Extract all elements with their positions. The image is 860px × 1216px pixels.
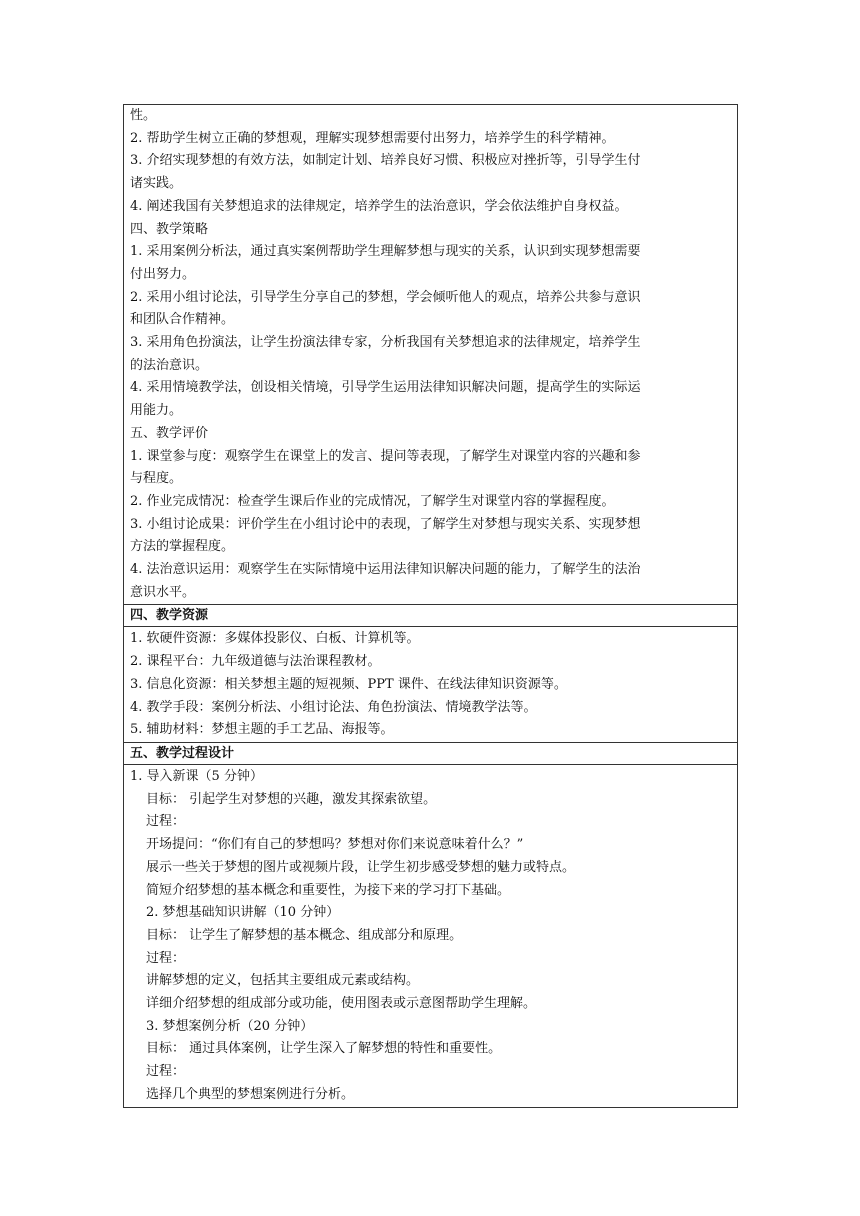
text-line: 简短介绍梦想的基本概念和重要性，为接下来的学习打下基础。 [146, 882, 511, 898]
text-line: 目标： 让学生了解梦想的基本概念、组成部分和原理。 [146, 927, 463, 943]
process-cell [124, 764, 737, 1107]
lesson-plan-table [123, 104, 738, 1108]
text-line: 过程： [146, 1064, 186, 1080]
teaching-goals-cell [124, 105, 737, 604]
text-line: 2. 帮助学生树立正确的梦想观，理解实现梦想需要付出努力，培养学生的科学精神。 [130, 130, 615, 146]
text-line: 过程： [146, 950, 186, 966]
text-line: 4. 教学手段：案例分析法、小组讨论法、角色扮演法、情境教学法等。 [130, 699, 537, 715]
text-line: 和团队合作精神。 [130, 312, 235, 328]
text-line: 选择几个典型的梦想案例进行分析。 [146, 1086, 355, 1102]
text-line: 3. 采用角色扮演法，让学生扮演法律专家，分析我国有关梦想追求的法律规定，培养学生 [130, 335, 641, 351]
subsection-title: 四、教学策略 [130, 221, 209, 237]
text-line: 2. 作业完成情况：检查学生课后作业的完成情况，了解学生对课堂内容的掌握程度。 [130, 493, 615, 509]
text-line: 付出努力。 [130, 266, 196, 282]
text-line: 讲解梦想的定义，包括其主要组成元素或结构。 [146, 973, 420, 989]
text-line: 2. 采用小组讨论法，引导学生分享自己的梦想，学会倾听他人的观点，培养公共参与意识 [130, 289, 641, 305]
text-line: 1. 课堂参与度：观察学生在课堂上的发言、提问等表现，了解学生对课堂内容的兴趣和参 [130, 448, 641, 464]
step-title: 3. 梦想案例分析（20 分钟） [146, 1018, 314, 1034]
text-line: 1. 采用案例分析法，通过真实案例帮助学生理解梦想与现实的关系，认识到实现梦想需要 [130, 244, 641, 260]
step-title: 1. 导入新课（5 分钟） [130, 768, 263, 784]
resources-cell [124, 626, 737, 742]
text-line: 性。 [130, 108, 157, 123]
text-line: 与程度。 [130, 471, 183, 487]
text-line: 展示一些关于梦想的图片或视频片段，让学生初步感受梦想的魅力或特点。 [146, 859, 576, 875]
text-line: 开场提问：“你们有自己的梦想吗？梦想对你们来说意味着什么？” [146, 837, 524, 853]
text-line: 1. 软硬件资源：多媒体投影仪、白板、计算机等。 [130, 631, 420, 647]
text-line: 2. 课程平台：九年级道德与法治课程教材。 [130, 654, 381, 670]
text-line: 意识水平。 [130, 584, 196, 600]
resources-header: 四、教学资源 [124, 604, 737, 626]
text-line: 详细介绍梦想的组成部分或功能，使用图表或示意图帮助学生理解。 [146, 996, 537, 1012]
text-line: 的法治意识。 [130, 357, 209, 373]
text-line: 4. 阐述我国有关梦想追求的法律规定，培养学生的法治意识，学会依法维护自身权益。 [130, 198, 628, 214]
text-line: 4. 法治意识运用：观察学生在实际情境中运用法律知识解决问题的能力，了解学生的法治 [130, 562, 641, 578]
text-line: 方法的掌握程度。 [130, 539, 235, 555]
subsection-title: 五、教学评价 [130, 425, 209, 441]
step-title: 2. 梦想基础知识讲解（10 分钟） [146, 905, 340, 921]
text-line: 用能力。 [130, 403, 183, 419]
text-line: 4. 采用情境教学法，创设相关情境，引导学生运用法律知识解决问题，提高学生的实际运 [130, 380, 641, 396]
text-line: 3. 小组讨论成果：评价学生在小组讨论中的表现，了解学生对梦想与现实关系、实现梦想 [130, 516, 641, 532]
text-line: 3. 介绍实现梦想的有效方法，如制定计划、培养良好习惯、积极应对挫折等，引导学生付 [130, 153, 641, 169]
process-header: 五、教学过程设计 [124, 742, 737, 764]
text-line: 过程： [146, 814, 186, 830]
text-line: 目标： 引起学生对梦想的兴趣，激发其探索欲望。 [146, 791, 437, 807]
text-line: 5. 辅助材料：梦想主题的手工艺品、海报等。 [130, 722, 394, 738]
text-line: 诸实践。 [130, 176, 183, 192]
text-line: 目标： 通过具体案例，让学生深入了解梦想的特性和重要性。 [146, 1041, 502, 1057]
text-line: 3. 信息化资源：相关梦想主题的短视频、PPT 课件、在线法律知识资源等。 [130, 676, 567, 692]
